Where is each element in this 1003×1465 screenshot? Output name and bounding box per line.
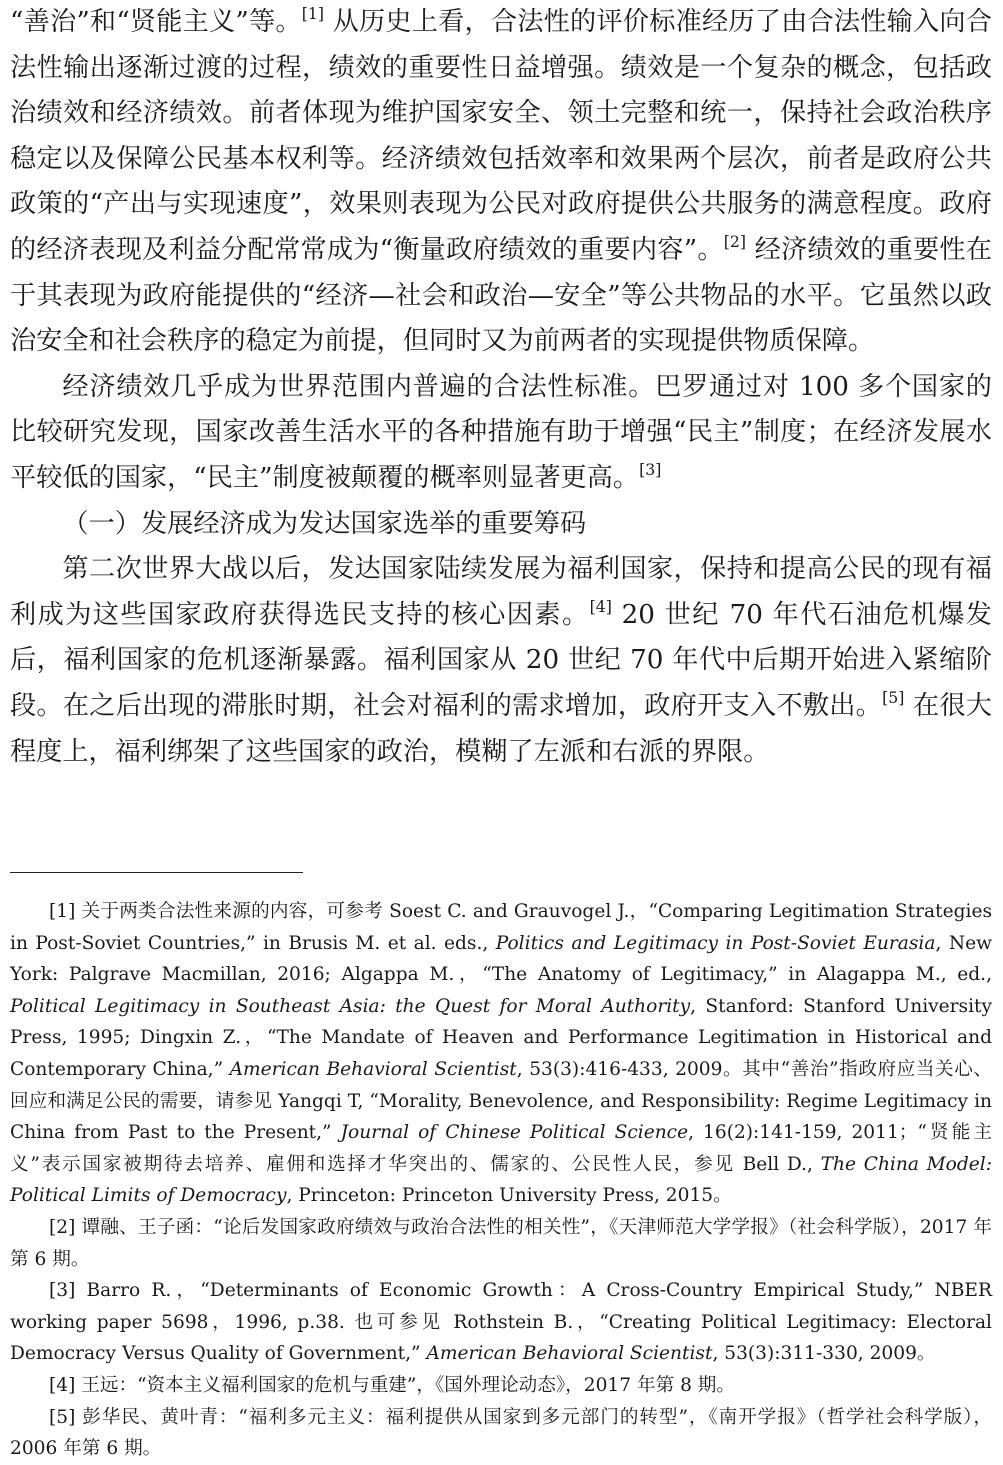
footnote-ref[interactable]: [3] <box>639 459 662 479</box>
italic-title: Politics and Legitimacy in Post-Soviet Eurasia <box>495 932 936 954</box>
text-run: 经济绩效几乎成为世界范围内普遍的合法性标准。巴罗通过对 100 多个国家的比较研究发现，国家改善生活水平的各种措施有助于增强“民主”制度；在经济发展水平较低的国家，“民主”制度被颠覆的概率则显著更高。 <box>10 371 992 493</box>
italic-title: Journal of Chinese Political Science <box>340 1122 689 1144</box>
section-heading <box>10 502 992 548</box>
footnote <box>10 1275 992 1370</box>
italic-title: American Behavioral Scientist <box>229 1058 517 1080</box>
text-run: 从历史上看，合法性的评价标准经历了由合法性输入向合法性输出逐渐过渡的过程，绩效的重要性日益增强。绩效是一个复杂的概念，包括政治绩效和经济绩效。前者体现为维护国家安全、领土完整和统一，保持社会政治秩序稳定以及保障公民基本权利等。经济绩效包括效率和效果两个层次，前者是政府公共政策的“产出与实现速度”，效果则表现为公民对政府提供公共服务的满意程度。政府的经济表现及利益分配常常成为“衡量政府绩效的重要内容”。 <box>10 7 992 265</box>
footnote <box>10 1402 992 1465</box>
text-run: “善治”和“贤能主义”等。 <box>10 7 302 37</box>
text-run: 经济绩效的重要性在于其表现为政府能提供的“经济—社会和政治—安全”等公共物品的水平。它虽然以政治安全和社会秩序的稳定为前提，但同时又为前两者的实现提供物质保障。 <box>10 234 993 357</box>
italic-title: American Behavioral Scientist <box>426 1343 713 1365</box>
text-run: 20 世纪 70 年代石油危机爆发后，福利国家的危机逐渐暴露。福利国家从 20 世纪 70 年代中后期开始进入紧缩阶段。在之后出现的滞胀时期，社会对福利的需求增加，政府开支入不敷出。 <box>10 599 992 721</box>
italic-title: The China Model: Political Limits of Democracy <box>10 1153 992 1207</box>
text-run: , Stanford: Stanford University Press, 1995; Dingxin Z.，“The Mandate of Heaven and Performance Legitimation in Historical and Contemporary China,” <box>10 995 992 1080</box>
footnote <box>10 1370 992 1402</box>
italic-title: Political Legitimacy in Southeast Asia: the Quest for Moral Authority <box>10 995 691 1017</box>
footnotes <box>10 896 992 1465</box>
text-run: （一）发展经济成为发达国家选举的重要筹码 <box>62 508 587 539</box>
text-run: 在很大程度上，福利绑架了这些国家的政治，模糊了左派和右派的界限。 <box>10 690 992 767</box>
text-run: [4] 王远：“资本主义福利国家的危机与重建”，《国外理论动态》，2017 年第 8 期。 <box>49 1374 735 1396</box>
text-run: , 53(3):311-330, 2009。 <box>712 1343 936 1365</box>
text-run: [3] Barro R.，“Determinants of Economic Growth：A Cross-Country Empirical Study,” NBER working paper 5698，1996, p.38. 也可参见 Rothstein B.，“Creating Political Legitimacy: Electoral Democracy Versus Quality of Government,” <box>10 1280 992 1365</box>
text-run: [2] 谭融、王子函：“论后发国家政府绩效与政治合法性的相关性”，《天津师范大学学报》（社会科学版），2017 年第 6 期。 <box>10 1216 992 1270</box>
body-paragraph <box>10 0 992 365</box>
text-run: , 16(2):141-159, 2011；“贤能主义”表示国家被期待去培养、雇佣和选择才华突出的、儒家的、公民性人民，参见 Bell D., <box>10 1122 992 1175</box>
text-run: , New York: Palgrave Macmillan, 2016; Algappa M.，“The Anatomy of Legitimacy,” in Alagappa M., ed., <box>10 932 993 986</box>
body-paragraph <box>10 547 992 775</box>
document-page <box>10 0 992 775</box>
text-run: , Princeton: Princeton University Press, 2015。 <box>286 1185 732 1207</box>
text-run: [5] 彭华民、黄叶青：“福利多元主义：福利提供从国家到多元部门的转型”，《南开学报》（哲学社会科学版），2006 年第 6 期。 <box>10 1406 992 1460</box>
text-run: , 53(3):416-433, 2009。其中“善治”指政府应当关心、回应和满足公民的需要，请参见 Yangqi T, “Morality, Benevolence, and Responsibility: Regime Legitimacy in China from Past to the Present,” <box>10 1058 993 1144</box>
footnote-divider <box>10 872 303 873</box>
footnote <box>10 1212 992 1275</box>
text-run: [1] 关于两类合法性来源的内容，可参考 Soest C. and Grauvogel J.，“Comparing Legitimation Strategies in Post-Soviet Countries,” in Brusis M. et al. eds., <box>10 901 992 954</box>
footnote-ref[interactable]: [2] <box>723 231 747 251</box>
footnote-ref[interactable]: [5] <box>882 687 905 707</box>
text-run: 第二次世界大战以后，发达国家陆续发展为福利国家，保持和提高公民的现有福利成为这些国家政府获得选民支持的核心因素。 <box>10 554 992 630</box>
footnote-ref[interactable]: [1] <box>301 4 325 23</box>
footnote <box>10 896 992 1212</box>
footnote-ref[interactable]: [4] <box>589 596 612 616</box>
body-text <box>10 0 992 775</box>
body-paragraph <box>10 365 992 502</box>
